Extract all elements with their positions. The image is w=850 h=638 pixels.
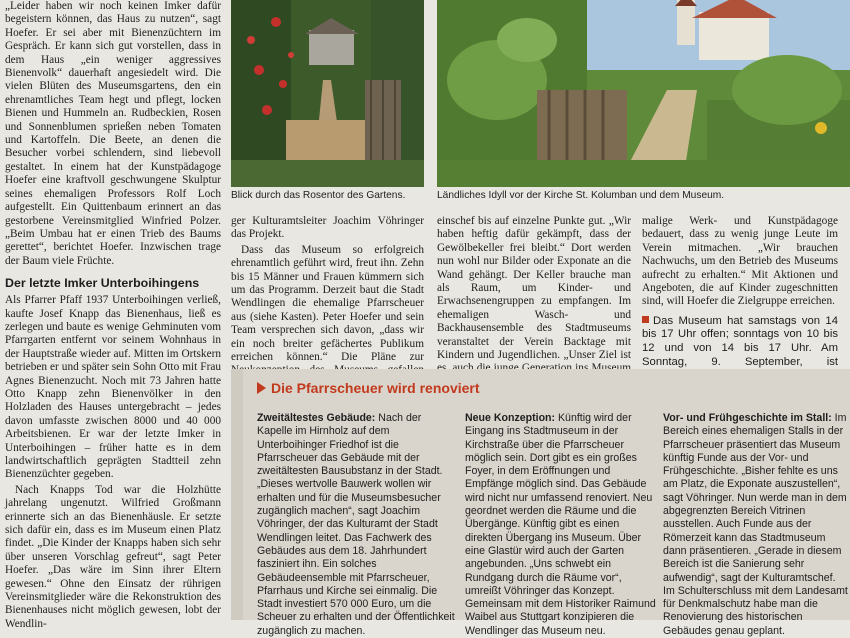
photo-rose-gate <box>231 0 424 187</box>
photo-caption-right: Ländliches Idyll vor der Kirche St. Kolumban und dem Museum. <box>437 190 725 201</box>
article-column-4 <box>642 215 838 383</box>
article-column-1 <box>5 0 221 631</box>
info-box-column-3 <box>663 412 850 638</box>
museum-hours-text: Das Museum hat samstags von 14 bis 17 Uhr offen; sonntags von 10 bis 12 und von 14 bis 17 Uhr. Am Sonntag, 9. September, ist <box>642 314 838 368</box>
photo-church-garden <box>437 0 850 187</box>
article-column-2 <box>231 215 424 391</box>
info-box-title-text: Die Pfarrscheuer wird renoviert <box>271 380 480 396</box>
paragraph: ger Kulturamtsleiter Joachim Vöhringer das Projekt. <box>231 215 424 241</box>
lead-in: Vor- und Frühgeschichte im Stall: <box>663 412 832 424</box>
lead-in: Zweitältestes Gebäude: <box>257 412 376 424</box>
info-box-column-2 <box>465 412 659 638</box>
lead-in: Neue Konzeption: <box>465 412 556 424</box>
info-square-icon <box>642 316 649 323</box>
paragraph: Als Pfarrer Pfaff 1937 Unterboihingen verließ, kaufte Josef Knapp das Bienenhaus, ließ es zerlegen und baute es wenige Gehminuten vom Pfarrgarten entfernt vor seinem Wohnhaus in der Hauptstraße wieder auf. Mitten im Ortskern betrieben er und später sein Sohn Otto mit Frau Agnes Bienenzucht. Noch mit 73 Jahren hatte Otto Knapp zehn Bienenvölker in den Holzladen des Hauses untergebracht – jedes davon umfasste zwischen 8000 und 40 000 Arbeitsbienen. Er war der letzte Imker in Unterboihingen – früher hatte es in dem landwirtschaftlich geprägten Stadtteil zehn Bienenzüchter gegeben. <box>5 294 221 481</box>
paragraph: einschef bis auf einzelne Punkte gut. „Wir haben heftig dafür gekämpft, dass der Gewölbekeller frei bleibt.“ Dort werden nun wohl nur Bilder oder Exponate an die Wand gehängt. Der Keller brauche man als Raum, um Kinder- und Erwachsenengruppen zu empfangen. Im ehemaligen Wasch- und Backhausensemble des Stadtmuseums veranstaltet der Verein Backtage mit Kindern und Jugendlichen. „Unser Ziel ist <box>437 215 631 362</box>
info-box-column-1 <box>257 412 457 638</box>
paragraph: Nach Knapps Tod war die Holzhütte jahrelang ungenutzt. Wilfried Großmann erinnerte sich an das Bienenhäusle. Er setzte sich dafür ein, dass es im Museum einen Platz findet. „Die Kinder der Knapps haben sich sehr über unseren Vorschlag gefreut“, sagt Peter Hoefer. „Das wäre im Sinn ihrer Eltern gewesen.“ Ohne den Einsatz der rührigen Vereinsmitglieder wäre die Rekonstruktion des Bienenhauses nicht möglich gewesen, lobt der Wendlin- <box>5 483 221 630</box>
paragraph: „Leider haben wir noch keinen Imker dafür begeistern können, das Haus zu nutzen“, sagt Hoefer. Er sei aber mit Bienenzüchtern im Gespräch. Er kann sich gut vorstellen, dass in dem Haus „ein weniger aggressives Bienenvolk“ dauerhaft angesiedelt wird. Die vielen Blüten des Museumsgartens, den ein ehrenamtliches Team hegt und pflegt, locken Bienen und Hummeln an. Rudbeckien, Rosen und Sonnenblumen sprießen neben Tomaten und Kartoffeln. Die Beete, an denen die Besucher vorbei schlendern, sind liebevoll gestaltet. In einem hat der Kunstpädagoge Hoefer eine kraftvoll geschwungene Skulptur seines ehemaligen Professors Rolf Loch aufgestellt. Ein Quittenbaum erinnert an das gestorbene Vereinsmitglied Winfried Polzer. „Beim Umbau hat er einen Trieb des Baums gerettet“, berichtet Hoefer. Inzwischen trage der Baum viele Früchte. <box>5 0 221 267</box>
article-column-3 <box>437 215 631 389</box>
paragraph: Im Bereich eines ehemaligen Stalls in der Pfarrscheuer präsentiert das Museum künftig Funde aus der Vor- und Frühgeschichte. „Bisher fehlte es uns am Platz, die Exponate auszustellen“, sagt Vöhringer. Nun werde man in dem abgegrenzten Bereich Vitrinen ausstellen. Auch Funde aus der Römerzeit kann das Stadtmuseum dann präsentieren. „Gerade in diesem Bereich ist die Sanierung sehr aufwendig“, sagt der Kulturamtschef. Im Schulterschluss mit dem Landesamt für Denkmalschutz habe man die Renovierung des historischen Gebäudes genau geplant. <box>663 412 848 637</box>
photo-caption-left: Blick durch das Rosentor des Gartens. <box>231 190 406 201</box>
triangle-bullet-icon <box>257 382 266 394</box>
paragraph: Dass das Museum so erfolgreich ehrenamtlich geführt wird, freut ihn. Zehn bis 15 Männer und Frauen kümmern sich um das Programm. Derzeit baut die Stadt Wendlingen die ehemalige Pfarrscheuer aus (siehe Kasten). Peter Hoefer und sein Team versprechen sich davon, „dass wir ein noch breiter gefächertes Publikum erreichen können.“ Die Pläne zur <box>231 243 424 364</box>
paragraph: Künftig wird der Eingang ins Stadtmuseum in der Kirchstraße über die Pfarrscheuer möglich sein. Dort gibt es ein großes Foyer, in dem Eröffnungen und Empfänge möglich sind. Das Gebäude wird nicht nur umfassend renoviert. Neu geordnet werden die Räume und die Übergänge. Künftig gibt es einen direkten Übergang ins Museum. Über eine Glastür wird auch der Garten angebunden. „Uns schwebt ein Rundgang durch die Räume vor“, umreißt Vöhringer das Konzept. Gemeinsam mit dem Historiker Raimund Waibel aus Stuttgart konzipieren die Wendlinger das Museum neu. <box>465 412 656 637</box>
section-heading: Der letzte Imker Unterboihingens <box>5 276 200 291</box>
paragraph: Nach der Kapelle im Hirnholz auf dem Unterboihinger Friedhof ist die Pfarrscheuer das Gebäude mit der zweitältesten Bausubstanz in der Stadt. „Dieses wertvolle Bauwerk wollen wir erhalten und für die Museumsbesucher zugänglich machen“, sagt Joachim Vöhringer, der das Kulturamt der Stadt Wendlingen leitet. Das Fachwerk des Gebäudes aus dem 18. Jahrhundert fasziniert ihn. Ein solches Gebäudeensemble mit Pfarrscheuer, Pfarrhaus und Kirche sei einmalig. Die Stadt investiert 570 000 Euro, um die Scheuer zu erhalten und der Öffentlichkeit zugänglich zu machen. <box>257 412 455 637</box>
info-box-title <box>257 380 480 396</box>
paragraph: malige Werk- und Kunstpädagoge bedauert, dass zu wenig junge Leute im Verein mitmachen. „Wir brauchen Nachwuchs, um den Betrieb des Museums aufrecht zu erhalten.“ Mit Aktionen und Angeboten, die auf Kinder zugeschnitten sind, will Hoefer die Zielgruppe erreichen. <box>642 215 838 308</box>
info-box-pfarrscheuer <box>231 369 850 637</box>
